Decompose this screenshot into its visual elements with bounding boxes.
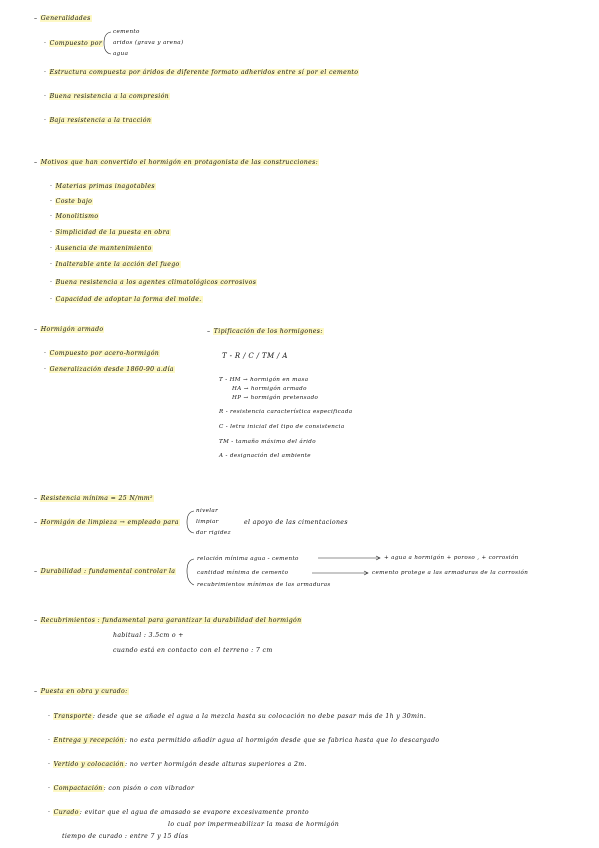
brace-limpieza [187, 511, 194, 533]
puesta-item: · Curado: evitar que el agua de amasado se evapore excesivamente pronto [48, 809, 309, 816]
tipo-hp: HP → hormigón pretensado [232, 395, 319, 401]
motivos-item: · Monolitismo [50, 213, 99, 220]
def-consistencia: C - letra inicial del tipo de consistencia [219, 424, 345, 430]
arrow-durabilidad-1 [318, 556, 380, 560]
durabilidad-label: – Durabilidad : fundamental controlar la [34, 568, 176, 575]
limpieza-opcion: dar rigidez [196, 530, 231, 536]
recubrimiento-habitual: habitual : 3.5cm o + [113, 632, 184, 639]
componente-agua: agua [113, 51, 129, 57]
generalidades-item: · Baja resistencia a la tracción [44, 117, 152, 124]
durabilidad-resultado: cemento protege a las armaduras de la corrosión [372, 570, 529, 576]
recubrimientos-label: – Recubrimientos : fundamental para garantizar la durabilidad del hormigón [34, 617, 302, 624]
def-resistencia: R - resistencia característica especificada [219, 409, 353, 415]
motivos-item: · Materias primas inagotables [50, 183, 155, 190]
section-title-puesta-obra: – Puesta en obra y curado: [34, 688, 128, 695]
tipificacion-formula: T - R / C / TM / A [222, 352, 288, 360]
durabilidad-opcion: recubrimientos mínimos de las armaduras [197, 582, 331, 588]
curado-line: lo cual por impermeabilizar la masa de hormigón [168, 821, 340, 828]
resistencia-minima: – Resistencia mínima = 25 N/mm² [34, 495, 153, 502]
armado-item: · Compuesto por acero-hormigón [44, 350, 160, 357]
puesta-item: · Compactación: con pisón o con vibrador [48, 785, 195, 792]
tipo-ha: HA → hormigón armado [232, 386, 307, 392]
def-tamano: TM - tamaño máximo del árido [219, 439, 316, 445]
durabilidad-opcion: relación mínima agua - cemento [197, 556, 299, 562]
motivos-item: · Capacidad de adoptar la forma del molde. [50, 296, 202, 303]
armado-item: · Generalización desde 1860-90 a.día [44, 366, 174, 373]
recubrimiento-terreno: cuando está en contacto con el terreno : 7 cm [113, 647, 273, 654]
tipo-hm: T - HM → hormigón en masa [219, 377, 309, 383]
section-title-motivos: – Motivos que han convertido el hormigón en protagonista de las construcciones: [34, 159, 319, 166]
arrow-durabilidad-2 [312, 571, 368, 575]
puesta-item: · Vertido y colocación: no verter hormigón desde alturas superiores a 2m. [48, 761, 307, 768]
motivos-item: · Buena resistencia a los agentes climatológicos corrosivos [50, 279, 257, 286]
limpieza-opcion: limpiar [196, 519, 219, 525]
motivos-item: · Simplicidad de la puesta en obra [50, 229, 170, 236]
def-ambiente: A - designación del ambiente [219, 453, 311, 459]
durabilidad-opcion: cantidad mínima de cemento [197, 570, 289, 576]
brace-durabilidad [187, 559, 194, 585]
curado-line: tiempo de curado : entre 7 y 15 días [62, 833, 189, 840]
section-title-hormigon-armado: – Hormigón armado [34, 326, 104, 333]
motivos-item: · Coste bajo [50, 198, 93, 205]
limpieza-sufijo: el apoyo de las cimentaciones [244, 519, 348, 526]
componente-cemento: cemento [113, 29, 140, 35]
section-title-tipificacion: – Tipificación de los hormigones: [207, 328, 323, 335]
motivos-item: · Ausencia de mantenimiento [50, 245, 152, 252]
durabilidad-resultado: + agua a hormigón + poroso , + corrosión [384, 555, 519, 561]
compuesto-label: · Compuesto por [44, 40, 103, 47]
motivos-item: · Inalterable ante la acción del fuego [50, 261, 180, 268]
generalidades-item: · Estructura compuesta por áridos de diferente formato adheridos entre sí por el cemento [44, 69, 359, 76]
section-title-generalidades: – Generalidades [34, 15, 91, 22]
generalidades-item: · Buena resistencia a la compresión [44, 93, 170, 100]
puesta-item: · Transporte: desde que se añade el agua a la mezcla hasta su colocación no debe pasar más de 1h y 30min. [48, 713, 427, 720]
puesta-item: · Entrega y recepción: no esta permitido añadir agua al hormigón desde que se fabrica hasta que lo descargado [48, 737, 440, 744]
brace-componentes [104, 32, 111, 54]
limpieza-opcion: nivelar [196, 508, 219, 514]
componente-aridos: aridos (grava y arena) [113, 40, 184, 46]
limpieza-label: – Hormigón de limpieza → empleado para [34, 519, 179, 526]
